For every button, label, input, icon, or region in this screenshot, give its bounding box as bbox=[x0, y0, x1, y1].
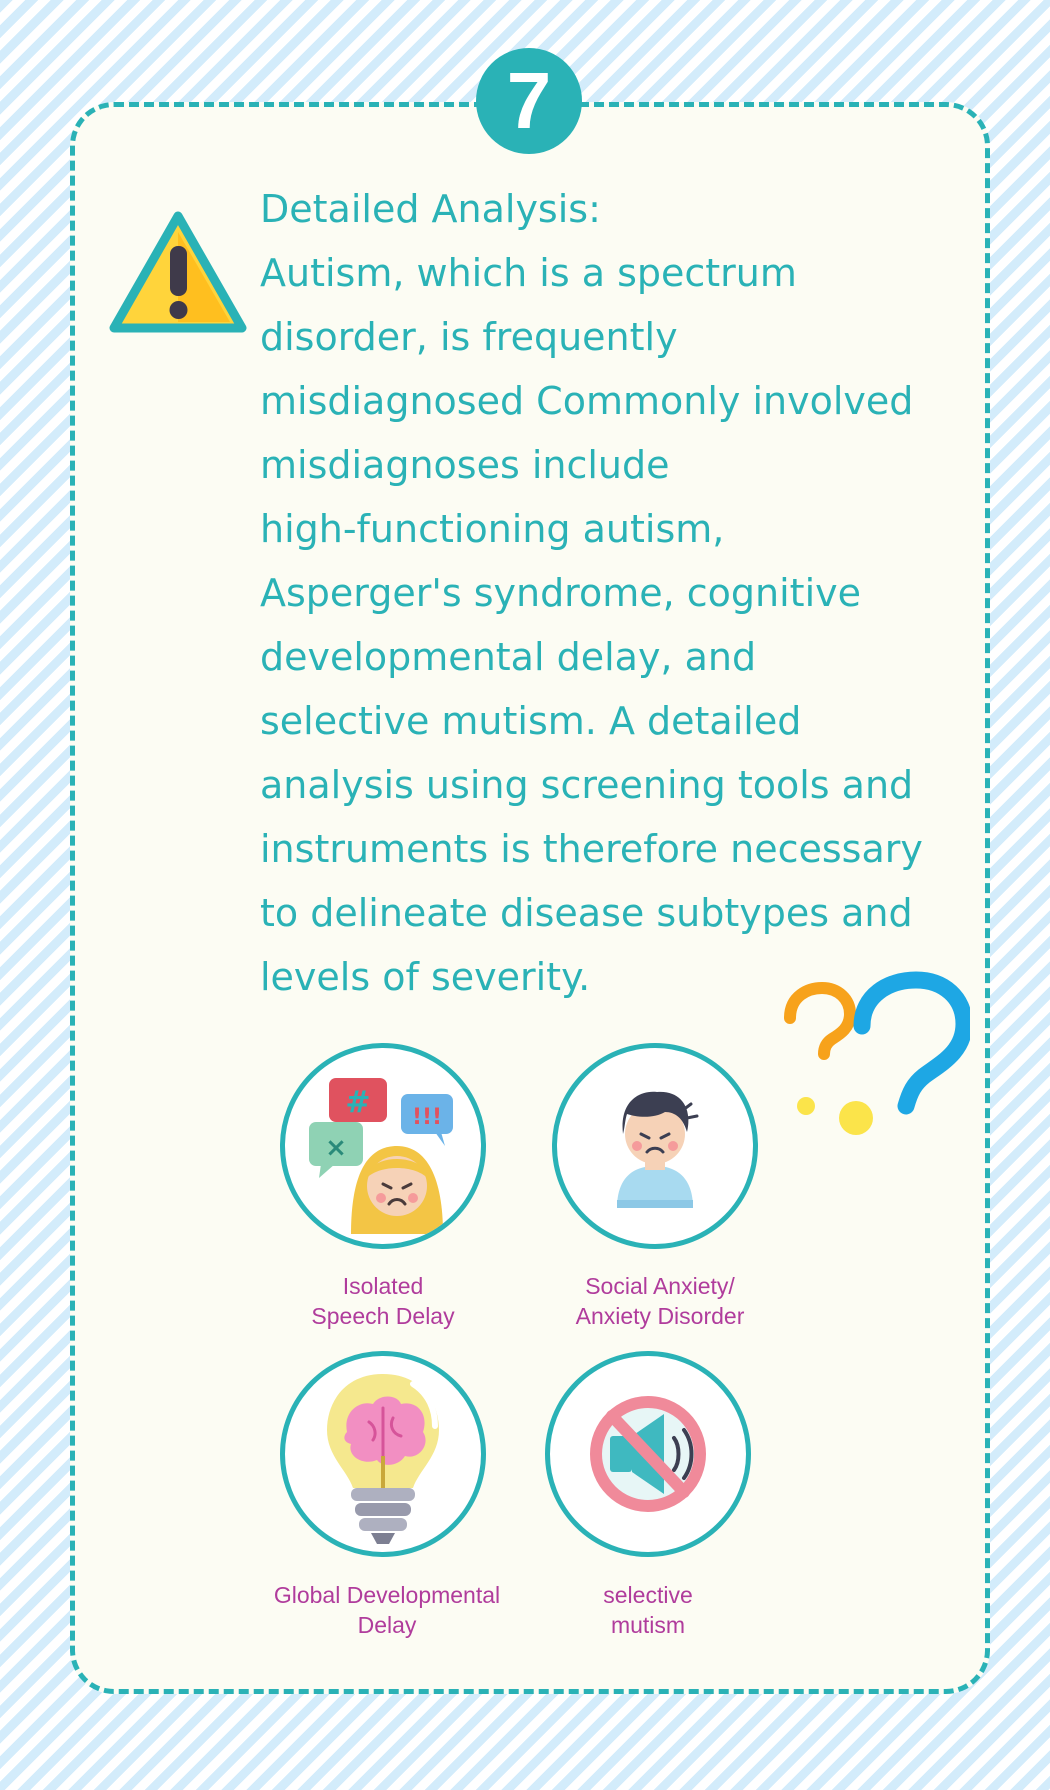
condition-label bbox=[520, 1271, 800, 1331]
analysis-line: levels of severity. bbox=[260, 955, 591, 999]
condition-label-line: Social Anxiety/ bbox=[585, 1273, 735, 1299]
condition-label-line: selective bbox=[603, 1582, 693, 1608]
condition-label-line: Speech Delay bbox=[311, 1303, 455, 1329]
step-number-badge: 7 bbox=[476, 48, 582, 154]
condition-label-line: Isolated bbox=[342, 1273, 424, 1299]
analysis-line: developmental delay, and bbox=[260, 635, 757, 679]
analysis-line: analysis using screening tools and bbox=[260, 763, 914, 807]
analysis-line: Asperger's syndrome, cognitive bbox=[260, 571, 862, 615]
condition-label bbox=[555, 1580, 741, 1640]
analysis-line: selective mutism. A detailed bbox=[260, 699, 802, 743]
condition-label bbox=[246, 1580, 528, 1640]
condition-label-line: mutism bbox=[610, 1612, 686, 1638]
analysis-line: instruments is therefore necessary bbox=[260, 827, 923, 871]
analysis-line: misdiagnoses include bbox=[260, 443, 670, 487]
svg-text:#: # bbox=[345, 1085, 371, 1120]
analysis-line: high-functioning autism, bbox=[260, 507, 725, 551]
anxious-boy-icon bbox=[557, 1048, 753, 1244]
analysis-line: disorder, is frequently bbox=[260, 315, 678, 359]
svg-text:×: × bbox=[325, 1133, 347, 1163]
speech-bubbles-upset-girl-icon bbox=[285, 1048, 481, 1244]
analysis-heading: Detailed Analysis: bbox=[260, 187, 601, 231]
condition-icon-circle bbox=[280, 1043, 486, 1249]
condition-icon-circle bbox=[552, 1043, 758, 1249]
analysis-line: Autism, which is a spectrum bbox=[260, 251, 797, 295]
muted-speaker-icon bbox=[550, 1356, 746, 1552]
analysis-line: to delineate disease subtypes and bbox=[260, 891, 913, 935]
detailed-analysis-text bbox=[260, 177, 960, 1009]
condition-label-line: Global Developmental bbox=[273, 1582, 501, 1608]
condition-icon-circle bbox=[280, 1351, 486, 1557]
warning-icon bbox=[108, 210, 248, 338]
svg-text:!!!: !!! bbox=[411, 1105, 443, 1130]
condition-label-line: Delay bbox=[357, 1612, 417, 1638]
condition-label bbox=[272, 1271, 494, 1331]
brain-lightbulb-icon bbox=[285, 1356, 481, 1552]
condition-icon-circle bbox=[545, 1351, 751, 1557]
analysis-line: misdiagnosed Commonly involved bbox=[260, 379, 914, 423]
question-marks-icon bbox=[780, 968, 970, 1143]
condition-label-line: Anxiety Disorder bbox=[575, 1303, 745, 1329]
